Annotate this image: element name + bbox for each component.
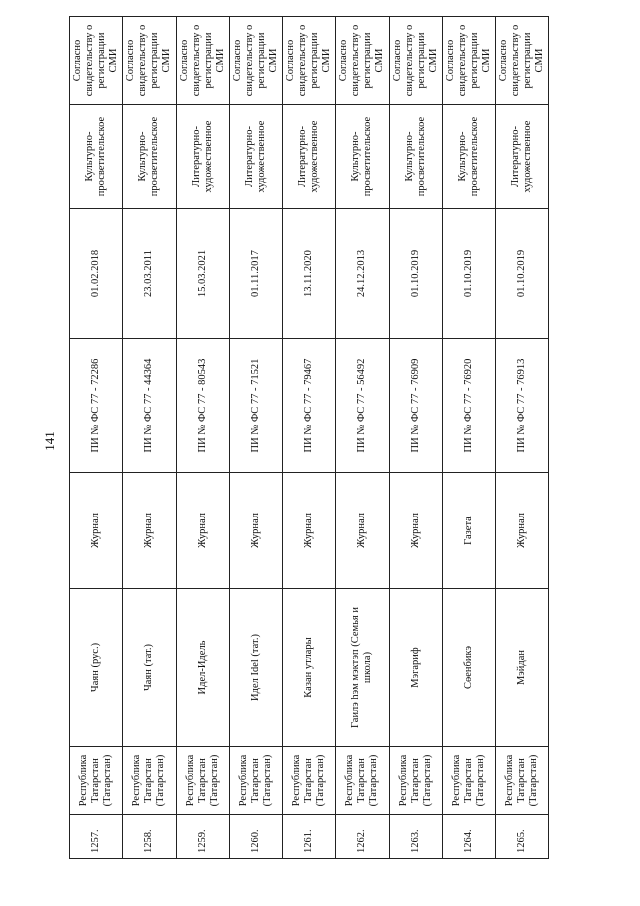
publication-name-cell: Сөенбикэ: [442, 589, 495, 747]
basis-cell: Согласно свидетельству о регистрации СМИ: [389, 17, 442, 105]
registry-table: [69, 16, 549, 859]
row-number-cell: 1263.: [389, 815, 442, 859]
region-cell: Республика Татарстан (Татарстан): [442, 747, 495, 815]
subject-cell: Культурно-просветительское: [389, 105, 442, 209]
registration-number-cell: ПИ № ФС 77 - 76920: [442, 339, 495, 473]
table-row: [229, 17, 282, 859]
basis-cell: Согласно свидетельству о регистрации СМИ: [229, 17, 282, 105]
publication-type-cell: Журнал: [229, 473, 282, 589]
table-body: [70, 17, 549, 859]
registration-date-cell: 23.03.2011: [123, 209, 176, 339]
subject-cell: Культурно-просветительское: [70, 105, 123, 209]
region-cell: Республика Татарстан (Татарстан): [336, 747, 389, 815]
basis-cell: Согласно свидетельству о регистрации СМИ: [176, 17, 229, 105]
registration-number-cell: ПИ № ФС 77 - 76909: [389, 339, 442, 473]
table-row: [442, 17, 495, 859]
row-number-cell: 1260.: [229, 815, 282, 859]
subject-cell: Литературно-художественное: [176, 105, 229, 209]
registration-date-cell: 01.10.2019: [442, 209, 495, 339]
publication-name-cell: Идел Idel (тат.): [229, 589, 282, 747]
table-row: [389, 17, 442, 859]
registration-date-cell: 13.11.2020: [283, 209, 336, 339]
row-number-cell: 1259.: [176, 815, 229, 859]
basis-cell: Согласно свидетельству о регистрации СМИ: [336, 17, 389, 105]
subject-cell: Культурно-просветительское: [336, 105, 389, 209]
row-number-cell: 1262.: [336, 815, 389, 859]
row-number-cell: 1258.: [123, 815, 176, 859]
publication-name-cell: Гаилэ hэм мэктэп (Семья и школа): [336, 589, 389, 747]
basis-cell: Согласно свидетельству о регистрации СМИ: [496, 17, 549, 105]
registration-number-cell: ПИ № ФС 77 - 80543: [176, 339, 229, 473]
registration-number-cell: ПИ № ФС 77 - 79467: [283, 339, 336, 473]
row-number-cell: 1257.: [70, 815, 123, 859]
table-row: [336, 17, 389, 859]
publication-type-cell: Журнал: [389, 473, 442, 589]
basis-cell: Согласно свидетельству о регистрации СМИ: [442, 17, 495, 105]
registration-date-cell: 01.02.2018: [70, 209, 123, 339]
publication-type-cell: Журнал: [496, 473, 549, 589]
registration-date-cell: 01.10.2019: [389, 209, 442, 339]
publication-type-cell: Журнал: [336, 473, 389, 589]
registration-date-cell: 15.03.2021: [176, 209, 229, 339]
basis-cell: Согласно свидетельству о регистрации СМИ: [123, 17, 176, 105]
row-number-cell: 1265.: [496, 815, 549, 859]
publication-name-cell: Казан утлары: [283, 589, 336, 747]
publication-name-cell: Идел-Идель: [176, 589, 229, 747]
subject-cell: Литературно-художественное: [496, 105, 549, 209]
subject-cell: Культурно-просветительское: [123, 105, 176, 209]
subject-cell: Литературно-художественное: [229, 105, 282, 209]
registration-number-cell: ПИ № ФС 77 - 72286: [70, 339, 123, 473]
registration-date-cell: 24.12.2013: [336, 209, 389, 339]
table-row: [123, 17, 176, 859]
row-number-cell: 1261.: [283, 815, 336, 859]
publication-name-cell: Мэгариф: [389, 589, 442, 747]
basis-cell: Согласно свидетельству о регистрации СМИ: [283, 17, 336, 105]
region-cell: Республика Татарстан (Татарстан): [70, 747, 123, 815]
region-cell: Республика Татарстан (Татарстан): [176, 747, 229, 815]
publication-name-cell: Мэйдан: [496, 589, 549, 747]
publication-type-cell: Газета: [442, 473, 495, 589]
region-cell: Республика Татарстан (Татарстан): [496, 747, 549, 815]
row-number-cell: 1264.: [442, 815, 495, 859]
region-cell: Республика Татарстан (Татарстан): [229, 747, 282, 815]
registration-number-cell: ПИ № ФС 77 - 44364: [123, 339, 176, 473]
region-cell: Республика Татарстан (Татарстан): [123, 747, 176, 815]
basis-cell: Согласно свидетельству о регистрации СМИ: [70, 17, 123, 105]
table-row: [70, 17, 123, 859]
region-cell: Республика Татарстан (Татарстан): [283, 747, 336, 815]
registry-table-wrapper: [69, 17, 546, 859]
publication-name-cell: Чаян (тат.): [123, 589, 176, 747]
publication-type-cell: Журнал: [176, 473, 229, 589]
publication-type-cell: Журнал: [70, 473, 123, 589]
page-number: 141: [42, 431, 57, 451]
registration-date-cell: 01.11.2017: [229, 209, 282, 339]
publication-type-cell: Журнал: [283, 473, 336, 589]
registration-number-cell: ПИ № ФС 77 - 56492: [336, 339, 389, 473]
table-row: [176, 17, 229, 859]
table-row: [283, 17, 336, 859]
registration-number-cell: ПИ № ФС 77 - 71521: [229, 339, 282, 473]
table-row: [496, 17, 549, 859]
registration-date-cell: 01.10.2019: [496, 209, 549, 339]
publication-name-cell: Чаян (рус.): [70, 589, 123, 747]
subject-cell: Литературно-художественное: [283, 105, 336, 209]
region-cell: Республика Татарстан (Татарстан): [389, 747, 442, 815]
publication-type-cell: Журнал: [123, 473, 176, 589]
registration-number-cell: ПИ № ФС 77 - 76913: [496, 339, 549, 473]
subject-cell: Культурно-просветительское: [442, 105, 495, 209]
